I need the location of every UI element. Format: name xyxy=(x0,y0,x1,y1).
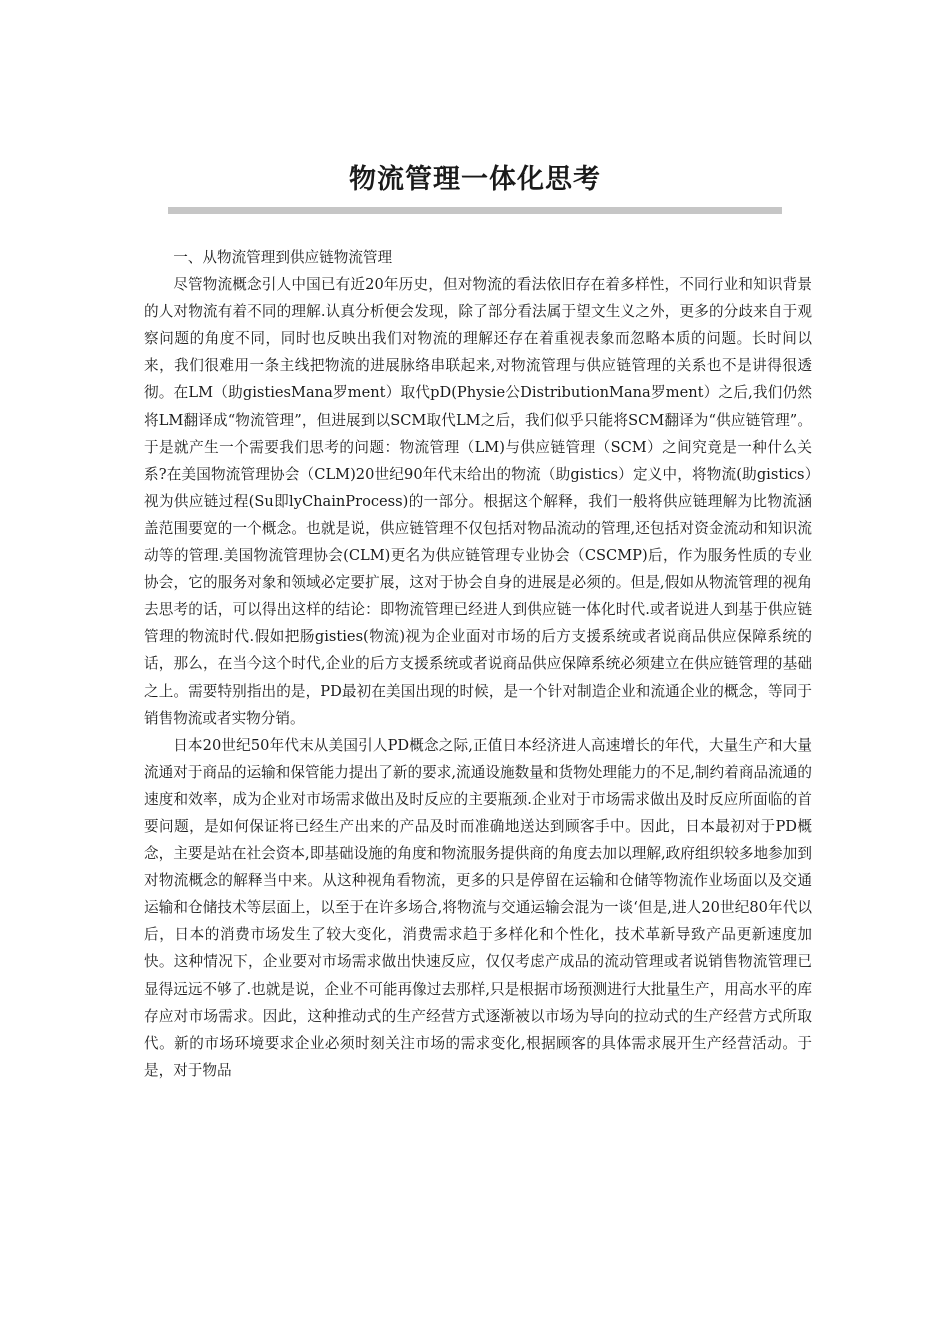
title-underline-rule xyxy=(168,207,782,214)
paragraph: 日本20世纪50年代末从美国引人PD概念之际,正值日本经济进人高速增长的年代，大量生产和大量流通对于商品的运输和保管能力提出了新的要求,流通设施数量和货物处理能力的不足,制约着商品流通的速度和效率，成为企业对市场需求做出及时反应的主要瓶颈.企业对于市场需求做出及时反应所面临的首要问题，是如何保证将已经生产出来的产品及时而准确地送达到顾客手中。因此，日本最初对于PD概念，主要是站在社会资本,即基础设施的角度和物流服务提供商的角度去加以理解,政府组织较多地参加到对物流概念的解释当中来。从这种视角看物流，更多的只是停留在运输和仓储等物流作业场面以及交通运输和仓储技术等层面上，以至于在许多场合,将物流与交通运输会混为一谈‘但是,进人20世纪80年代以后，日本的消费市场发生了较大变化，消费需求趋于多样化和个性化，技术革新导致产品更新速度加快。这种情况下，企业要对市场需求做出快速反应，仅仅考虑产成品的流动管理或者说销售物流管理已显得远远不够了.也就是说，企业不可能再像过去那样,只是根据市场预测进行大批量生产，用高水平的库存应对市场需求。因此，这种推动式的生产经营方式逐渐被以市场为导向的拉动式的生产经营方式所取代。新的市场环境要求企业必须时刻关注市场的需求变化,根据顾客的具体需求展开生产经营活动。于是，对于物品 xyxy=(144,736,812,1079)
document-body xyxy=(144,244,812,1084)
section-heading: 一、从物流管理到供应链物流管理 xyxy=(173,249,393,266)
document-title: 物流管理一体化思考 xyxy=(349,164,601,195)
paragraph: 尽管物流概念引人中国已有近20年历史，但对物流的看法依旧存在着多样性，不同行业和知识背景的人对物流有着不同的理解.认真分析便会发现，除了部分看法属于望文生义之外，更多的分歧来自于观察问题的角度不同，同时也反映出我们对物流的理解还存在着重视表象而忽略本质的问题。长时间以来，我们很难用一条主线把物流的进展脉络串联起来,对物流管理与供应链管理的关系也不是讲得很透彻。在LM（助gistiesMana罗ment）取代pD(Physie公DistributionMana罗ment）之后,我们仍然将LM翻译成“物流管理”，但进展到以SCM取代LM之后，我们似乎只能将SCM翻译为“供应链管理”。于是就产生一个需要我们思考的问题：物流管理（LM)与供应链管理（SCM）之间究竟是一种什么关系?在美国物流管理协会（CLM)20世纪90年代末给出的物流（助gistics）定义中，将物流(助gistics）视为供应链过程(Su即lyChainProcess)的一部分。根据这个解释，我们一般将供应链理解为比物流涵盖范围要宽的一个概念。也就是说，供应链管理不仅包括对物品流动的管理,还包括对资金流动和知识流动等的管理.美国物流管理协会(CLM)更名为供应链管理专业协会（CSCMP)后，作为服务性质的专业协会，它的服务对象和领域必定要扩展，这对于协会自身的进展是必须的。但是,假如从物流管理的视角去思考的话，可以得出这样的结论：即物流管理已经进人到供应链一体化时代.或者说进人到基于供应链管理的物流时代.假如把肠gisties(物流)视为企业面对市场的后方支援系统或者说商品供应保障系统的话，那么，在当今这个时代,企业的后方支援系统或者说商品供应保障系统必须建立在供应链管理的基础之上。需要特别指出的是，PD最初在美国出现的时候，是一个针对制造企业和流通企业的概念，等同于销售物流或者实物分销。 xyxy=(144,276,812,727)
